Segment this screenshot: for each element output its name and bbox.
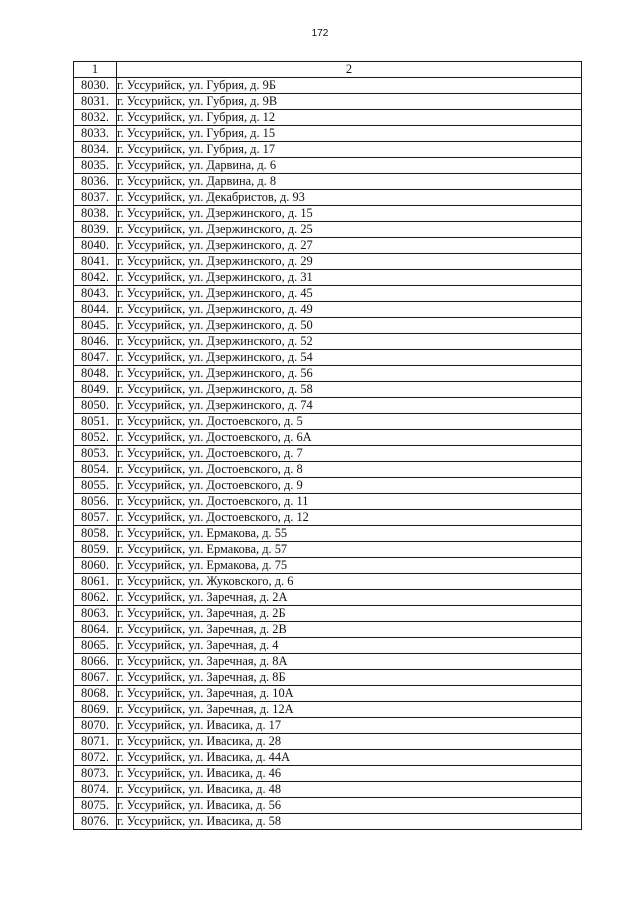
row-address: г. Уссурийск, ул. Заречная, д. 2В [117,622,582,638]
table-header-row [74,62,582,78]
row-address: г. Уссурийск, ул. Ивасика, д. 44А [117,750,582,766]
table-row [74,478,582,494]
row-address: г. Уссурийск, ул. Губрия, д. 12 [117,110,582,126]
table-row [74,670,582,686]
row-address: г. Уссурийск, ул. Заречная, д. 12А [117,702,582,718]
row-address: г. Уссурийск, ул. Дзержинского, д. 74 [117,398,582,414]
table-row [74,206,582,222]
row-number: 8035. [74,158,117,174]
row-number: 8039. [74,222,117,238]
row-address: г. Уссурийск, ул. Ивасика, д. 46 [117,766,582,782]
row-number: 8064. [74,622,117,638]
row-number: 8034. [74,142,117,158]
table-row [74,430,582,446]
row-address: г. Уссурийск, ул. Дзержинского, д. 29 [117,254,582,270]
row-number: 8033. [74,126,117,142]
row-address: г. Уссурийск, ул. Губрия, д. 9Б [117,78,582,94]
row-address: г. Уссурийск, ул. Дзержинского, д. 25 [117,222,582,238]
table-row [74,494,582,510]
row-address: г. Уссурийск, ул. Достоевского, д. 12 [117,510,582,526]
row-address: г. Уссурийск, ул. Ермакова, д. 75 [117,558,582,574]
column-header-number: 1 [74,62,117,78]
row-number: 8065. [74,638,117,654]
row-address: г. Уссурийск, ул. Декабристов, д. 93 [117,190,582,206]
table-row [74,734,582,750]
table-row [74,462,582,478]
row-address: г. Уссурийск, ул. Дзержинского, д. 31 [117,270,582,286]
table-row [74,542,582,558]
row-number: 8044. [74,302,117,318]
table-row [74,558,582,574]
table-row [74,174,582,190]
row-address: г. Уссурийск, ул. Губрия, д. 9В [117,94,582,110]
table-body [74,78,582,830]
row-number: 8072. [74,750,117,766]
row-address: г. Уссурийск, ул. Достоевского, д. 8 [117,462,582,478]
table-row [74,798,582,814]
table-row [74,350,582,366]
table-row [74,638,582,654]
row-number: 8073. [74,766,117,782]
table-row [74,254,582,270]
row-number: 8054. [74,462,117,478]
row-address: г. Уссурийск, ул. Ермакова, д. 55 [117,526,582,542]
row-address: г. Уссурийск, ул. Заречная, д. 2А [117,590,582,606]
row-address: г. Уссурийск, ул. Дзержинского, д. 45 [117,286,582,302]
table-row [74,590,582,606]
table-row [74,94,582,110]
row-address: г. Уссурийск, ул. Достоевского, д. 11 [117,494,582,510]
row-number: 8057. [74,510,117,526]
table-row [74,286,582,302]
row-address: г. Уссурийск, ул. Дзержинского, д. 52 [117,334,582,350]
row-address: г. Уссурийск, ул. Заречная, д. 10А [117,686,582,702]
row-address: г. Уссурийск, ул. Ивасика, д. 48 [117,782,582,798]
row-number: 8041. [74,254,117,270]
row-address: г. Уссурийск, ул. Дзержинского, д. 54 [117,350,582,366]
row-number: 8051. [74,414,117,430]
table-row [74,686,582,702]
row-address: г. Уссурийск, ул. Ермакова, д. 57 [117,542,582,558]
row-address: г. Уссурийск, ул. Заречная, д. 8А [117,654,582,670]
table-row [74,78,582,94]
table-row [74,606,582,622]
row-address: г. Уссурийск, ул. Ивасика, д. 28 [117,734,582,750]
row-number: 8037. [74,190,117,206]
row-number: 8046. [74,334,117,350]
row-number: 8052. [74,430,117,446]
address-table [73,61,582,830]
row-address: г. Уссурийск, ул. Жуковского, д. 6 [117,574,582,590]
row-address: г. Уссурийск, ул. Дзержинского, д. 50 [117,318,582,334]
table-row [74,398,582,414]
row-number: 8043. [74,286,117,302]
row-address: г. Уссурийск, ул. Губрия, д. 17 [117,142,582,158]
table-row [74,302,582,318]
table-row [74,318,582,334]
row-number: 8069. [74,702,117,718]
table-row [74,654,582,670]
row-number: 8071. [74,734,117,750]
column-header-address: 2 [117,62,582,78]
table-row [74,190,582,206]
row-number: 8075. [74,798,117,814]
table-row [74,414,582,430]
row-address: г. Уссурийск, ул. Дарвина, д. 6 [117,158,582,174]
row-number: 8049. [74,382,117,398]
table-row [74,158,582,174]
row-number: 8053. [74,446,117,462]
row-number: 8050. [74,398,117,414]
table-row [74,718,582,734]
row-number: 8047. [74,350,117,366]
table-row [74,766,582,782]
row-number: 8030. [74,78,117,94]
row-number: 8032. [74,110,117,126]
row-number: 8060. [74,558,117,574]
row-number: 8059. [74,542,117,558]
row-number: 8048. [74,366,117,382]
row-address: г. Уссурийск, ул. Достоевского, д. 9 [117,478,582,494]
row-number: 8038. [74,206,117,222]
row-address: г. Уссурийск, ул. Ивасика, д. 56 [117,798,582,814]
table-row [74,622,582,638]
table-row [74,750,582,766]
table-row [74,526,582,542]
row-address: г. Уссурийск, ул. Дзержинского, д. 15 [117,206,582,222]
table-row [74,366,582,382]
table-row [74,334,582,350]
row-number: 8070. [74,718,117,734]
row-address: г. Уссурийск, ул. Достоевского, д. 5 [117,414,582,430]
table-row [74,238,582,254]
row-number: 8067. [74,670,117,686]
table-row [74,110,582,126]
table-row [74,222,582,238]
row-number: 8056. [74,494,117,510]
table-row [74,270,582,286]
row-address: г. Уссурийск, ул. Дзержинского, д. 58 [117,382,582,398]
row-number: 8066. [74,654,117,670]
row-address: г. Уссурийск, ул. Дзержинского, д. 49 [117,302,582,318]
table-row [74,382,582,398]
row-number: 8042. [74,270,117,286]
row-number: 8063. [74,606,117,622]
row-address: г. Уссурийск, ул. Дзержинского, д. 27 [117,238,582,254]
row-number: 8062. [74,590,117,606]
row-address: г. Уссурийск, ул. Губрия, д. 15 [117,126,582,142]
row-address: г. Уссурийск, ул. Достоевского, д. 7 [117,446,582,462]
table-row [74,814,582,830]
table-row [74,702,582,718]
page-number: 172 [311,28,329,39]
row-address: г. Уссурийск, ул. Ивасика, д. 17 [117,718,582,734]
row-number: 8036. [74,174,117,190]
row-number: 8031. [74,94,117,110]
row-number: 8061. [74,574,117,590]
row-number: 8055. [74,478,117,494]
row-number: 8074. [74,782,117,798]
table-row [74,142,582,158]
row-number: 8040. [74,238,117,254]
table-row [74,126,582,142]
row-number: 8058. [74,526,117,542]
row-address: г. Уссурийск, ул. Дарвина, д. 8 [117,174,582,190]
table-row [74,782,582,798]
row-address: г. Уссурийск, ул. Заречная, д. 2Б [117,606,582,622]
row-address: г. Уссурийск, ул. Ивасика, д. 58 [117,814,582,830]
row-address: г. Уссурийск, ул. Заречная, д. 4 [117,638,582,654]
table-row [74,446,582,462]
table-row [74,510,582,526]
row-address: г. Уссурийск, ул. Заречная, д. 8Б [117,670,582,686]
row-address: г. Уссурийск, ул. Достоевского, д. 6А [117,430,582,446]
row-number: 8045. [74,318,117,334]
table-row [74,574,582,590]
row-number: 8076. [74,814,117,830]
row-number: 8068. [74,686,117,702]
row-address: г. Уссурийск, ул. Дзержинского, д. 56 [117,366,582,382]
